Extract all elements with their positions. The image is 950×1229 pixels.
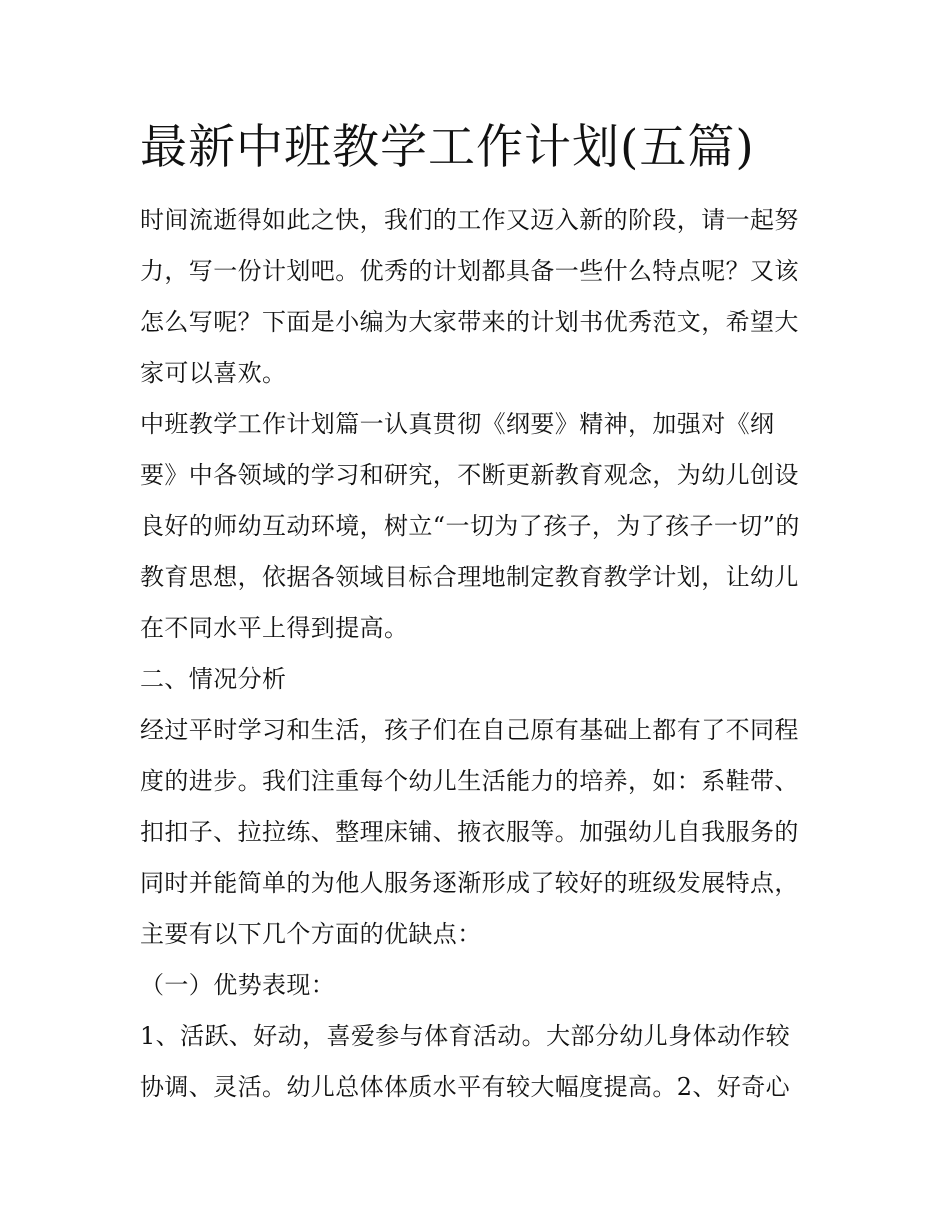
text-line: 扣扣子、拉拉练、整理床铺、掖衣服等。加强幼儿自我服务的 xyxy=(140,818,799,846)
text-line: 家可以喜欢。 xyxy=(140,359,287,387)
text-line: 怎么写呢？下面是小编为大家带来的计划书优秀范文，希望大 xyxy=(140,308,799,336)
text-line: 1、活跃、好动，喜爱参与体育活动。大部分幼儿身体动作较 xyxy=(140,1022,791,1050)
document-title: 最新中班教学工作计划(五篇) xyxy=(140,120,755,175)
document-body xyxy=(140,195,830,1113)
text-line: 要》中各领域的学习和研究，不断更新教育观念，为幼儿创设 xyxy=(140,461,799,489)
text-line: 度的进步。我们注重每个幼儿生活能力的培养，如：系鞋带、 xyxy=(140,767,799,795)
text-line: 在不同水平上得到提高。 xyxy=(140,614,409,642)
section-heading: 二、情况分析 xyxy=(140,665,287,693)
text-line: 主要有以下几个方面的优缺点： xyxy=(140,920,482,948)
text-line: 良好的师幼互动环境，树立“一切为了孩子，为了孩子一切”的 xyxy=(140,512,800,540)
text-line: 时间流逝得如此之快，我们的工作又迈入新的阶段，请一起努 xyxy=(140,206,799,234)
text-line: 教育思想，依据各领域目标合理地制定教育教学计划，让幼儿 xyxy=(140,563,799,591)
subsection-heading: （一）优势表现： xyxy=(140,971,336,999)
text-line: 力，写一份计划吧。优秀的计划都具备一些什么特点呢？又该 xyxy=(140,257,799,285)
text-line: 协调、灵活。幼儿总体体质水平有较大幅度提高。2、好奇心 xyxy=(140,1073,791,1101)
text-line: 中班教学工作计划篇一认真贯彻《纲要》精神，加强对《纲 xyxy=(140,410,775,438)
text-line: 同时并能简单的为他人服务逐渐形成了较好的班级发展特点， xyxy=(140,869,799,897)
text-line: 经过平时学习和生活，孩子们在自己原有基础上都有了不同程 xyxy=(140,716,799,744)
